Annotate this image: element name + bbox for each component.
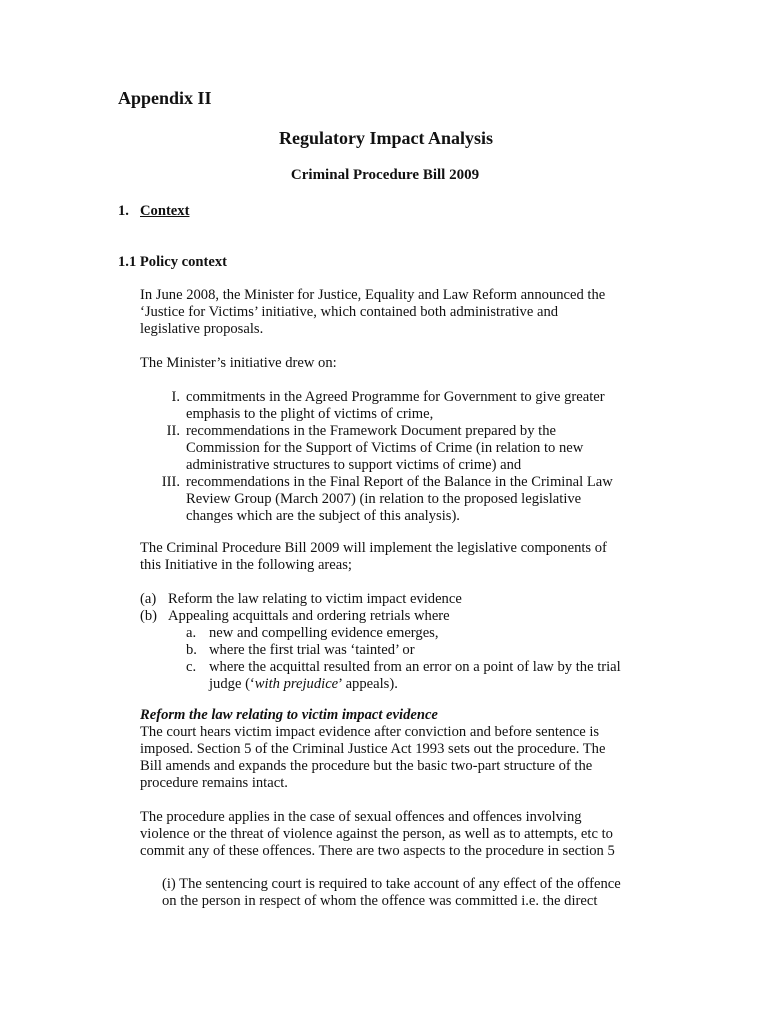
list-number: II. <box>166 423 180 439</box>
list-number: I. <box>171 389 180 405</box>
text-line: emphasis to the plight of victims of crime, <box>186 406 434 422</box>
text-line: The procedure applies in the case of sexual offences and offences involving <box>140 809 582 825</box>
text-line: recommendations in the Framework Document prepared by the <box>186 423 556 439</box>
subsection-title: 1.1 Policy context <box>118 254 228 270</box>
text-line: procedure remains intact. <box>140 775 288 791</box>
text-line: administrative structures to support victims of crime) and <box>186 457 522 473</box>
paragraph-victim-impact <box>140 724 660 792</box>
document-subtitle: Criminal Procedure Bill 2009 <box>290 167 480 183</box>
document-title: Regulatory Impact Analysis <box>278 128 493 148</box>
text-line: legislative proposals. <box>140 321 264 337</box>
text-line: Review Group (March 2007) (in relation to the proposed legislative <box>186 491 582 507</box>
list-item-text <box>186 389 605 423</box>
text-line: commit any of these offences. There are two aspects to the procedure in section 5 <box>140 843 615 859</box>
text-line: Commission for the Support of Victims of Crime (in relation to new <box>186 440 584 456</box>
list-number: a. <box>186 625 197 641</box>
text-run: ’ appeals). <box>338 676 398 692</box>
paragraph-procedure-scope <box>140 809 660 860</box>
text-line: changes which are the subject of this analysis). <box>186 508 460 524</box>
text-line: Bill amends and expands the procedure but the basic two-part structure of the <box>140 758 593 774</box>
text-line: In June 2008, the Minister for Justice, Equality and Law Reform announced the <box>140 287 606 303</box>
paragraph-policy-announcement <box>140 287 660 338</box>
text-line: violence or the threat of violence against the person, as well as to attempts, etc to <box>140 826 613 842</box>
paragraph-initiative-intro <box>140 355 660 372</box>
text-line: recommendations in the Final Report of the Balance in the Criminal Law <box>186 474 613 490</box>
paragraph-bill-areas <box>140 540 660 574</box>
list-item-text: where the acquittal resulted from an error on a point of law by the trial <box>209 659 621 675</box>
list-item-text-continued <box>209 676 398 693</box>
text-line: (i) The sentencing court is required to take account of any effect of the offence <box>162 876 621 892</box>
reform-heading: Reform the law relating to victim impact evidence <box>140 707 438 723</box>
text-line: commitments in the Agreed Programme for Government to give greater <box>186 389 605 405</box>
list-item-text <box>186 474 613 525</box>
list-number: (a) <box>140 591 157 607</box>
paragraph-sentencing-court <box>162 876 682 910</box>
list-item-text: Appealing acquittals and ordering retrials where <box>168 608 450 624</box>
text-line: this Initiative in the following areas; <box>140 557 352 573</box>
list-number: b. <box>186 642 197 658</box>
text-line: The court hears victim impact evidence after conviction and before sentence is <box>140 724 600 740</box>
text-line: imposed. Section 5 of the Criminal Justice Act 1993 sets out the procedure. The <box>140 741 606 757</box>
text-line: on the person in respect of whom the offence was committed i.e. the direct <box>162 893 598 909</box>
list-number: (b) <box>140 608 158 624</box>
list-number: c. <box>186 659 197 675</box>
section-title: Context <box>140 203 190 219</box>
appendix-heading: Appendix II <box>118 88 212 108</box>
text-run: judge (‘ <box>209 676 255 692</box>
section-number: 1. <box>118 203 129 219</box>
text-line: The Minister’s initiative drew on: <box>140 355 337 371</box>
list-item-text <box>186 423 583 474</box>
text-line: ‘Justice for Victims’ initiative, which contained both administrative and <box>140 304 559 320</box>
italic-text-run: with prejudice <box>254 676 339 692</box>
list-item-text: Reform the law relating to victim impact evidence <box>168 591 462 607</box>
list-item-text: new and compelling evidence emerges, <box>209 625 439 641</box>
list-number: III. <box>161 474 180 490</box>
text-line: The Criminal Procedure Bill 2009 will implement the legislative components of <box>140 540 607 556</box>
list-item-text: where the first trial was ‘tainted’ or <box>209 642 415 658</box>
